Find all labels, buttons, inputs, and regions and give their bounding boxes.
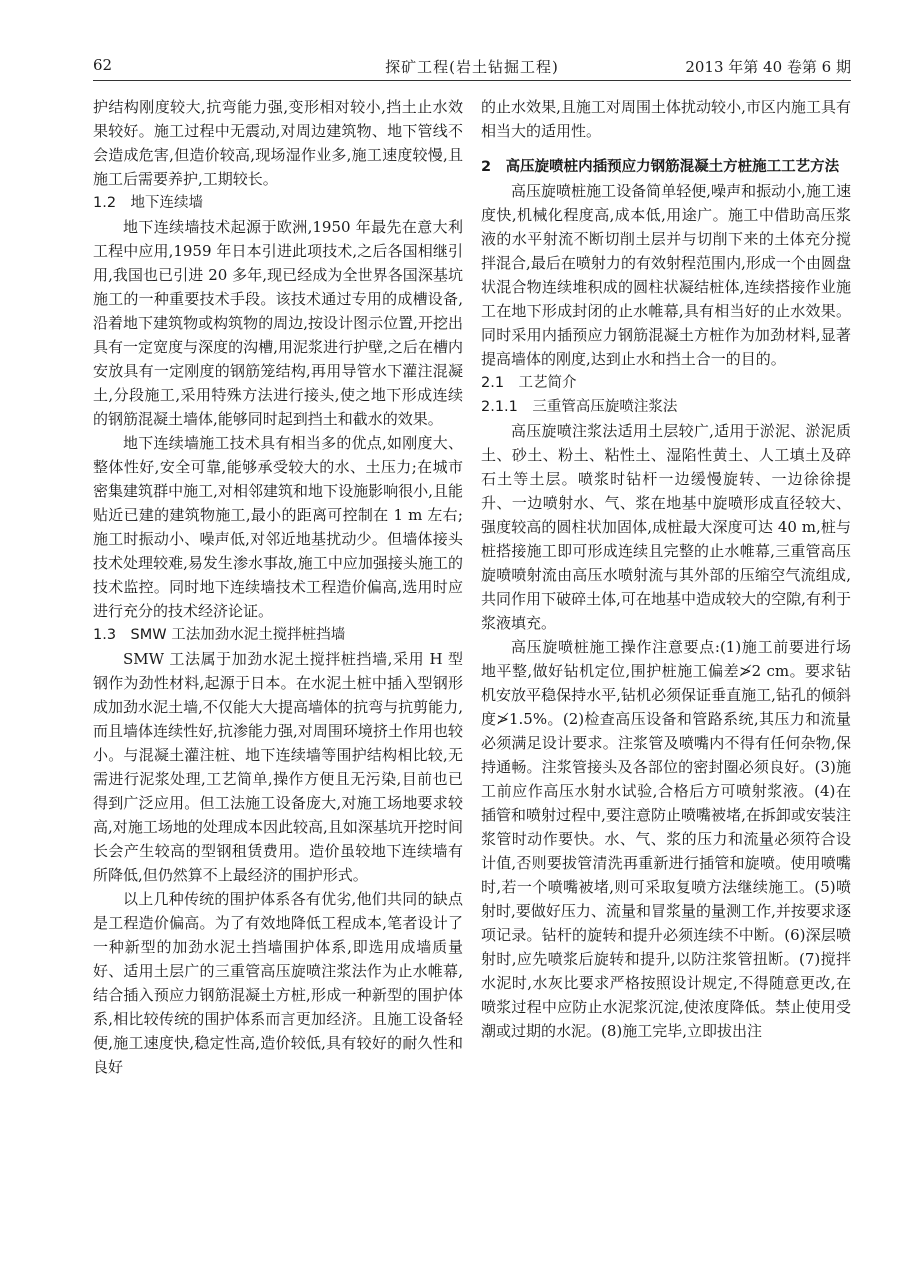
paragraph: SMW 工法属于加劲水泥土搅拌桩挡墙,采用 H 型钢作为劲性材料,起源于日本。在水泥土桩中插入型钢形成加劲水泥土墙,不仅能大大提高墙体的抗弯与抗剪能力,而且墙体连续性好,抗渗能力强,对周围环境挤土作用也较小。与混凝土灌注桩、地下连续墙等围护结构相比较,无需进行泥浆处理,工艺简单,操作方便且无污染,目前也已得到广泛应用。但工法施工设备庞大,对施工场地要求较高,对施工场地的处理成本因此较高,且如深基坑开挖时间长会产生较高的型钢租赁费用。造价虽较地下连续墙有所降低,但仍然算不上最经济的围护形式。 [93,650,463,884]
paragraph: 高压旋喷桩施工操作注意要点:(1)施工前要进行场地平整,做好钻机定位,围护桩施工偏差≯2 cm。要求钻机安放平稳保持水平,钻机必须保证垂直施工,钻孔的倾斜度≯1.5%。(2)检查高压设备和管路系统,其压力和流量必须满足设计要求。注浆管及喷嘴内不得有任何杂物,保持通畅。注浆管接头及各部位的密封圈必须良好。(3)施工前应作高压水射水试验,合格后方可喷射浆液。(4)在插管和喷射过程中,要注意防止喷嘴被堵,在拆卸或安装注浆管时动作要快。水、气、浆的压力和流量必须符合设计值,否则要拔管清洗再重新进行插管和旋喷。使用喷嘴时,若一个喷嘴被堵,则可采取复喷方法继续施工。(5)喷射时,要做好压力、流量和冒浆量的量测工作,并按要求逐项记录。钻杆的旋转和提升必须连续不中断。(6)深层喷射时,应先喷浆后旋转和提升,以防注浆管扭断。(7)搅拌水泥时,水灰比要求严格按照设计规定,不得随意更改,在喷浆过程中应防止水泥浆沉淀,使浓度降低。禁止使用受潮或过期的水泥。(8)施工完毕,立即拔出注 [481,638,851,1040]
paragraph: 高压旋喷注浆法适用土层较广,适用于淤泥、淤泥质土、砂土、粉土、粘性土、湿陷性黄土、人工填土及碎石土等土层。喷浆时钻杆一边缓慢旋转、一边徐徐提升、一边喷射水、气、浆在地基中旋喷形成直径较大、强度较高的圆柱状加固体,成桩最大深度可达 40 m,桩与桩搭接施工即可形成连续且完整的止水帷幕,三重管高压旋喷喷射流由高压水喷射流与其外部的压缩空气流组成,共同作用下破碎土体,可在地基中造成较大的空隙,有利于浆液填充。 [481,422,851,632]
paragraph: 地下连续墙施工技术具有相当多的优点,如刚度大、整体性好,安全可靠,能够承受较大的水、土压力;在城市密集建筑群中施工,对相邻建筑和地下设施影响很小,且能贴近已建的建筑物施工,最小的距离可控制在 1 m 左右;施工时振动小、噪声低,对邻近地基扰动少。但墙体接头技术处理较难,易发生渗水事故,施工中应加强接头施工的技术监控。同时地下连续墙技术工程造价偏高,选用时应进行充分的技术经济论证。 [93,434,463,620]
left-column [93,95,463,1079]
section-heading-2: 2 高压旋喷桩内插预应力钢筋混凝土方桩施工工艺方法 [481,159,840,175]
right-column [481,95,851,1043]
section-heading-2-1: 2.1 工艺简介 [481,375,577,391]
journal-title: 探矿工程(岩土钻掘工程) [385,58,559,76]
paragraph: 地下连续墙技术起源于欧洲,1950 年最先在意大利工程中应用,1959 年日本引进此项技术,之后各国相继引用,我国也已引进 20 多年,现已经成为全世界各国深基坑施工的一种重要技术手段。该技术通过专用的成槽设备,沿着地下建筑物或构筑物的周边,按设计图示位置,开挖出具有一定宽度与深度的沟槽,用泥浆进行护壁,之后在槽内安放具有一定刚度的钢筋笼结构,再用导管水下灌注混凝土,分段施工,采用特殊方法进行接头,使之地下形成连续的钢筋混凝土墙体,能够同时起到挡土和截水的效果。 [93,218,463,428]
running-header [93,54,851,80]
issue-info: 2013 年第 40 卷第 6 期 [685,58,851,76]
paragraph: 护结构刚度较大,抗弯能力强,变形相对较小,挡土止水效果较好。施工过程中无震动,对周边建筑物、地下管线不会造成危害,但造价较高,现场湿作业多,施工速度较慢,且施工后需要养护,工期较长。 [93,98,463,188]
page-number: 62 [93,56,113,74]
header-rule [93,80,851,81]
section-heading-1-2: 1.2 地下连续墙 [93,195,204,211]
paragraph: 的止水效果,且施工对周围土体扰动较小,市区内施工具有相当大的适用性。 [481,98,851,140]
paragraph: 高压旋喷桩施工设备简单轻便,噪声和振动小,施工速度快,机械化程度高,成本低,用途广。施工中借助高压浆液的水平射流不断切削土层并与切削下来的土体充分搅拌混合,最后在喷射力的有效射程范围内,形成一个由圆盘状混合物连续堆积成的圆柱状凝结桩体,连续搭接作业施工在地下形成封闭的止水帷幕,具有相当好的止水效果。同时采用内插预应力钢筋混凝土方桩作为加劲材料,显著提高墙体的刚度,达到止水和挡土合一的目的。 [481,182,851,368]
section-heading-2-1-1: 2.1.1 三重管高压旋喷注浆法 [481,399,678,415]
section-heading-1-3: 1.3 SMW 工法加劲水泥土搅拌桩挡墙 [93,627,346,643]
paragraph: 以上几种传统的围护体系各有优劣,他们共同的缺点是工程造价偏高。为了有效地降低工程成本,笔者设计了一种新型的加劲水泥土挡墙围护体系,即选用成墙质量好、适用土层广的三重管高压旋喷注浆法作为止水帷幕,结合插入预应力钢筋混凝土方桩,形成一种新型的围护体系,相比较传统的围护体系而言更加经济。且施工设备轻便,施工速度快,稳定性高,造价较低,具有较好的耐久性和良好 [93,890,463,1076]
